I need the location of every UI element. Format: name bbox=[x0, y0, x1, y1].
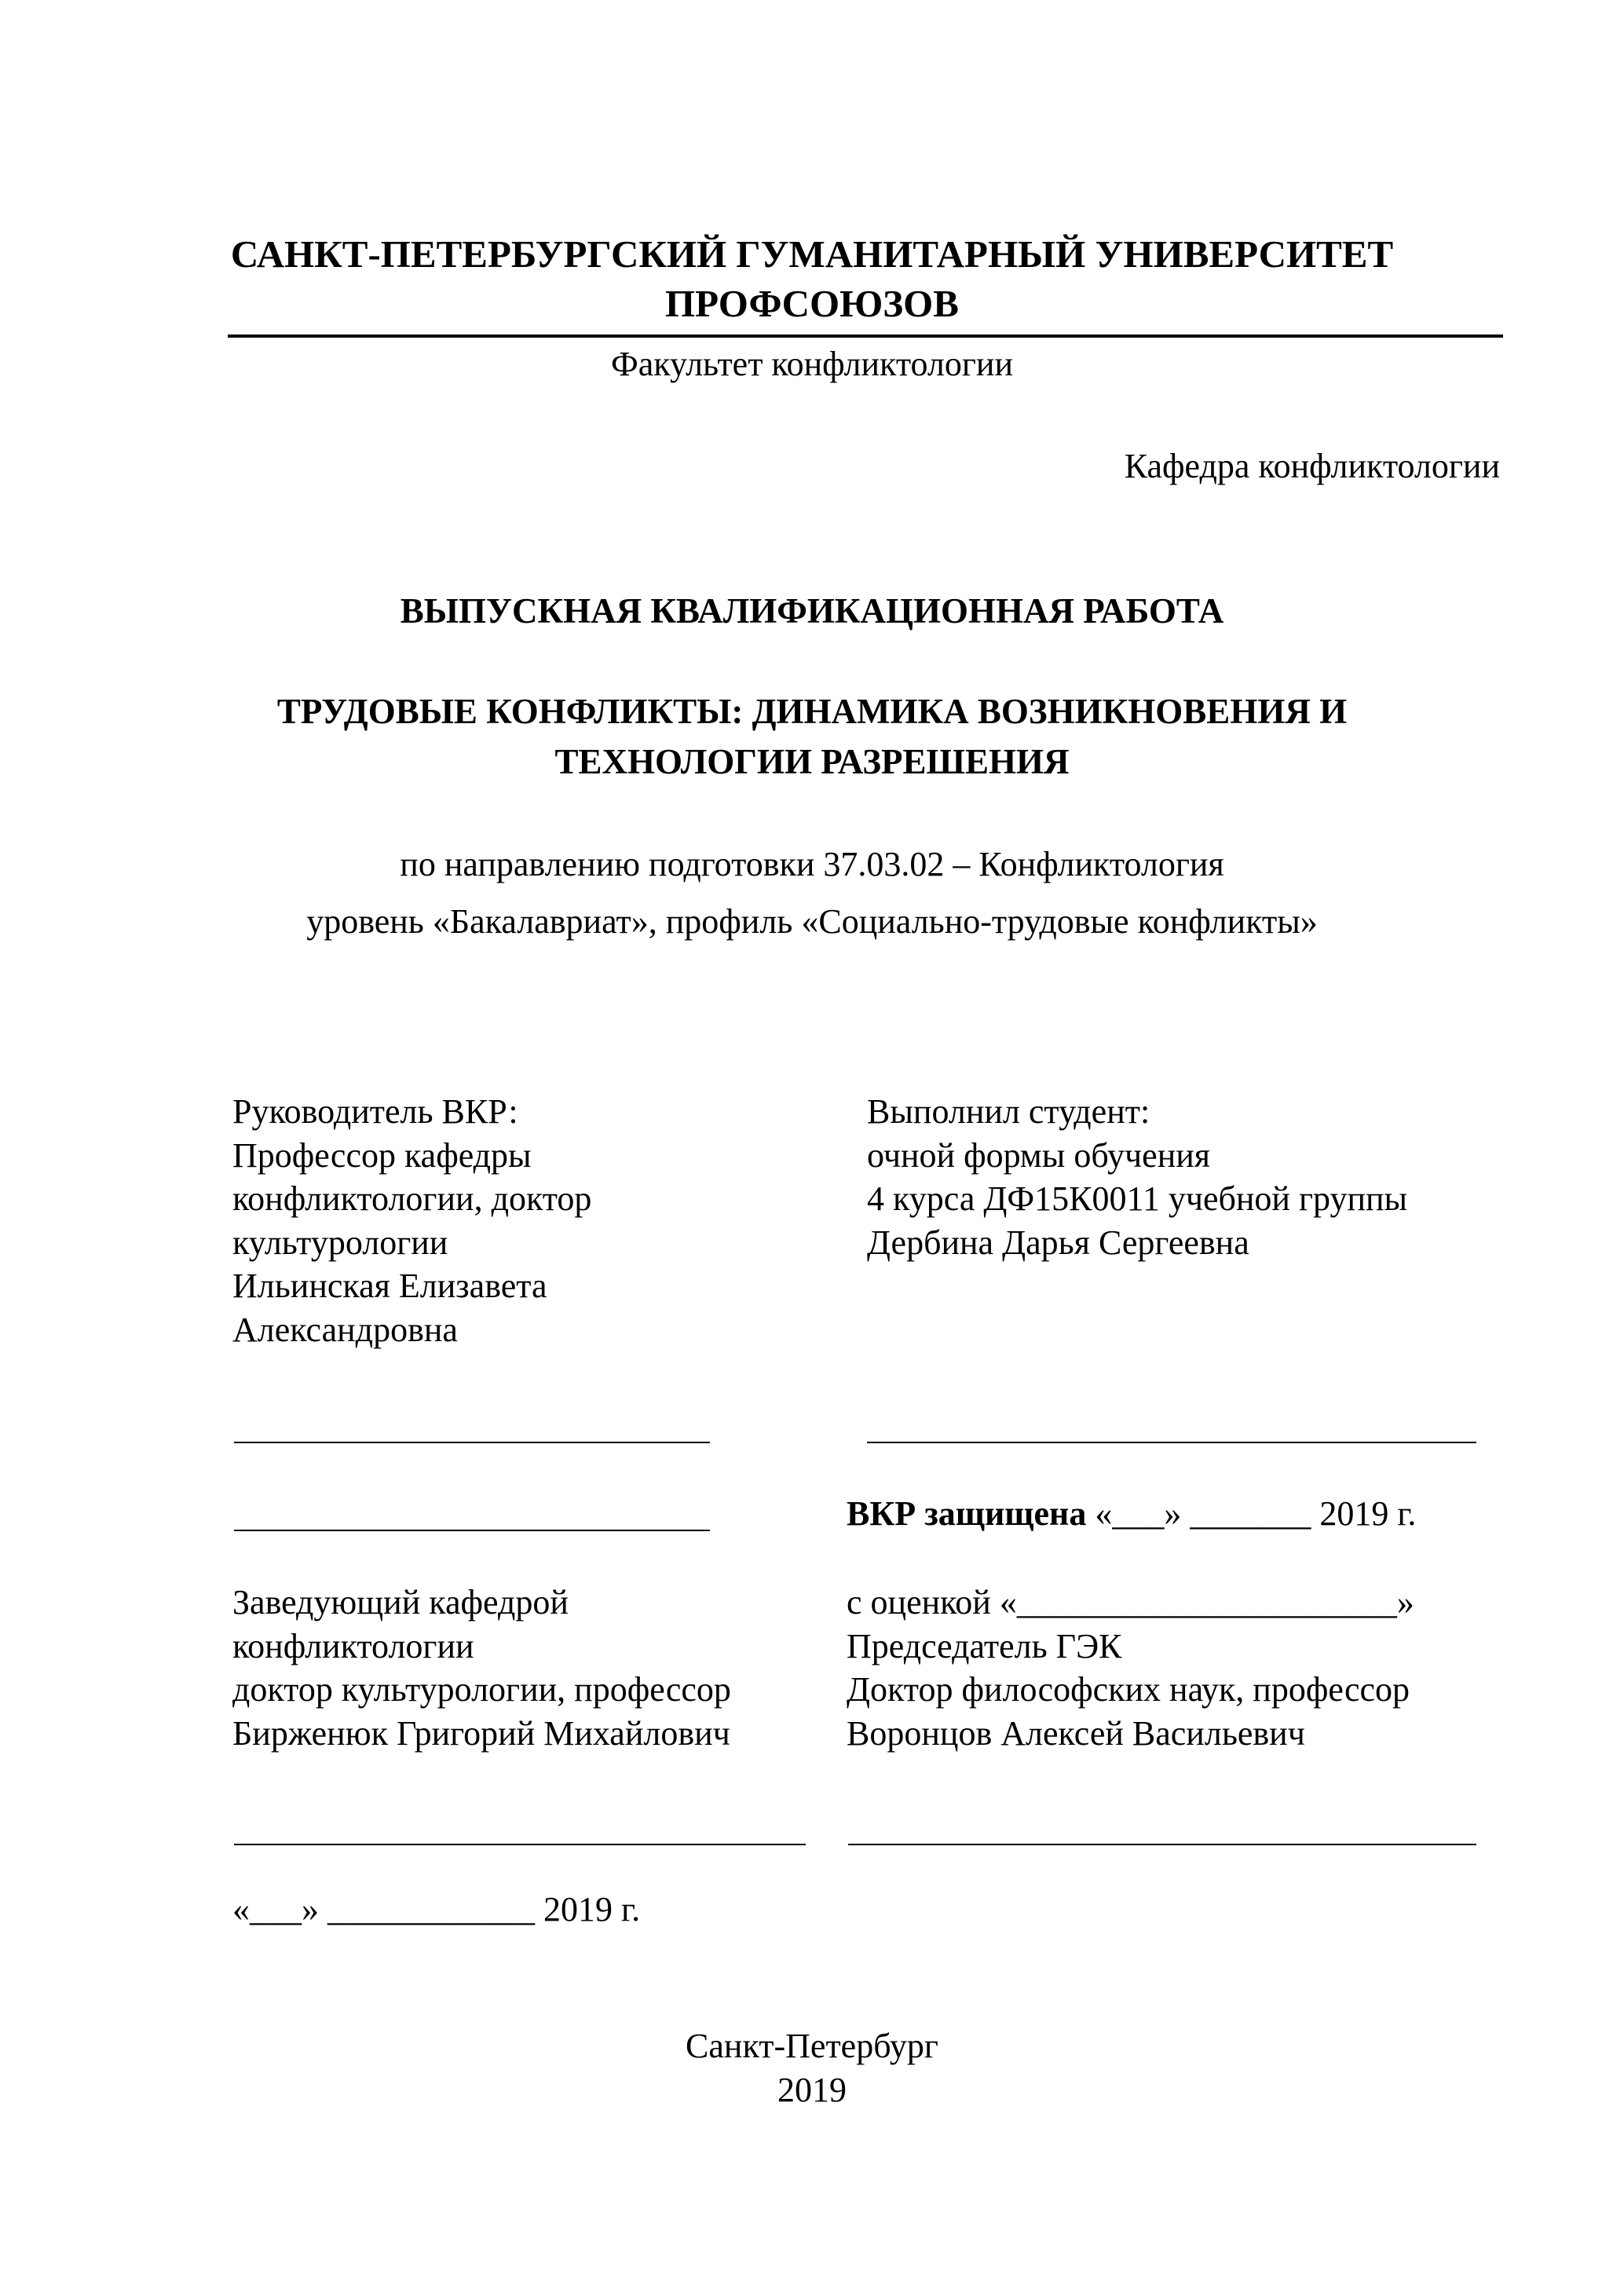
department-name: Кафедра конфликтологии bbox=[1124, 447, 1500, 485]
supervisor-signature-line bbox=[234, 1442, 710, 1443]
supervisor-line: Александровна bbox=[232, 1310, 458, 1349]
head-line: доктор культурологии, профессор bbox=[232, 1670, 731, 1709]
student-block bbox=[867, 1090, 1407, 1264]
student-signature-line bbox=[867, 1442, 1476, 1443]
head-of-department-block bbox=[232, 1581, 731, 1755]
supervisor-line: конфликтологии, доктор bbox=[232, 1179, 592, 1218]
chairman-block bbox=[847, 1581, 1414, 1755]
supervisor-line: Ильинская Елизавета bbox=[232, 1267, 547, 1305]
topic-title-line2: ТЕХНОЛОГИИ РАЗРЕШЕНИЯ bbox=[554, 742, 1070, 781]
work-type-heading: ВЫПУСКНАЯ КВАЛИФИКАЦИОННАЯ РАБОТА bbox=[400, 591, 1224, 631]
date-line: «___» ____________ 2019 г. bbox=[232, 1890, 641, 1929]
direction-line: по направлению подготовки 37.03.02 – Конфликтология bbox=[400, 845, 1224, 883]
chairman-line: Председатель ГЭК bbox=[847, 1626, 1122, 1665]
defense-label: ВКР защищена bbox=[847, 1494, 1087, 1533]
supervisor-signature-line-2 bbox=[234, 1530, 710, 1531]
supervisor-line: Профессор кафедры bbox=[232, 1135, 532, 1175]
supervisor-line: культурологии bbox=[232, 1223, 448, 1262]
city: Санкт-Петербург bbox=[686, 2027, 938, 2065]
level-profile-line: уровень «Бакалавриат», профиль «Социально-трудовые конфликты» bbox=[306, 902, 1318, 941]
chairman-line: Доктор философских наук, профессор bbox=[847, 1670, 1410, 1709]
topic-title-line1: ТРУДОВЫЕ КОНФЛИКТЫ: ДИНАМИКА ВОЗНИКНОВЕНИЯ И bbox=[276, 692, 1348, 731]
head-line: конфликтологии bbox=[232, 1626, 474, 1665]
chairman-signature-line bbox=[848, 1844, 1476, 1845]
defense-date: «___» _______ 2019 г. bbox=[1086, 1494, 1417, 1533]
supervisor-line: Руководитель ВКР: bbox=[232, 1092, 518, 1131]
student-line: Выполнил студент: bbox=[867, 1092, 1150, 1131]
header-rule bbox=[228, 335, 1503, 338]
student-line: очной формы обучения bbox=[867, 1135, 1211, 1175]
head-signature-line bbox=[234, 1844, 806, 1845]
university-name-line1: САНКТ-ПЕТЕРБУРГСКИЙ ГУМАНИТАРНЫЙ УНИВЕРСИТЕТ bbox=[230, 232, 1394, 276]
defense-date-line bbox=[847, 1493, 1416, 1534]
chairman-line: Воронцов Алексей Васильевич bbox=[847, 1713, 1305, 1753]
head-line: Заведующий кафедрой bbox=[232, 1583, 569, 1621]
head-line: Бирженюк Григорий Михайлович bbox=[232, 1713, 730, 1753]
year: 2019 bbox=[777, 2071, 847, 2109]
university-name-line2: ПРОФСОЮЗОВ bbox=[665, 282, 959, 325]
student-line: 4 курса ДФ15К0011 учебной группы bbox=[867, 1179, 1408, 1218]
student-line: Дербина Дарья Сергеевна bbox=[867, 1223, 1249, 1262]
supervisor-block bbox=[232, 1090, 591, 1351]
grade-line: с оценкой «______________________» bbox=[847, 1583, 1414, 1621]
faculty-name: Факультет конфликтологии bbox=[610, 345, 1013, 383]
